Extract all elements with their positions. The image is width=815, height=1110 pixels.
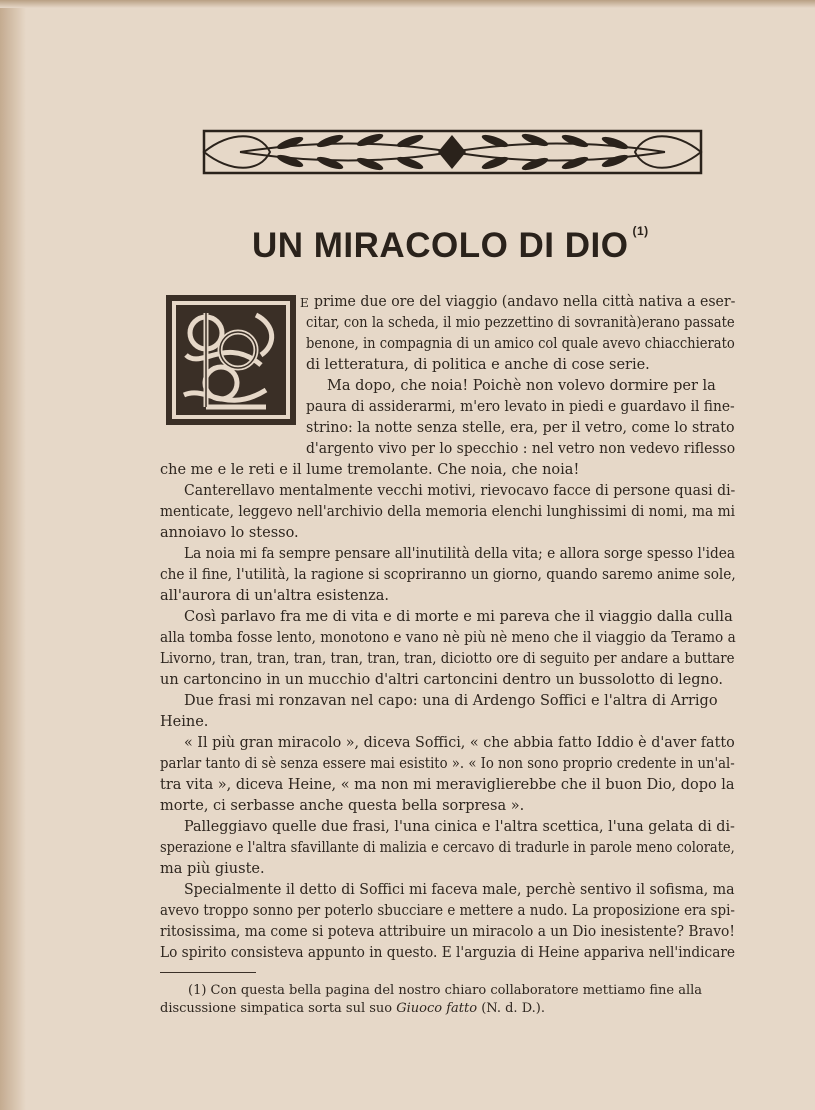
- celtic-knot-dropcap-icon: [166, 295, 296, 425]
- body-line-1: prime due ore del viaggio (andavo nella città nativa a eser-: [314, 294, 736, 310]
- page-edge-shadow: [0, 0, 26, 1110]
- body-line-22: « Il più gran miracolo », diceva Soffici, « che abbia fatto Iddio è d'aver fatto: [184, 735, 735, 751]
- body-line-19: un cartoncino in un mucchio d'altri cartoncini dentro un bussolotto di legno.: [160, 672, 723, 688]
- body-line-11: menticate, leggevo nell'archivio della memoria elenchi lunghissimi di nomi, ma mi: [160, 504, 736, 520]
- body-line-9: che me e le reti e il lume tremolante. Che noia, che noia!: [160, 462, 580, 478]
- body-line-31: ritosissima, ma come si poteva attribuire un miracolo a un Dio inesistente? Bravo!: [160, 924, 735, 940]
- body-line-7: strino: la notte senza stelle, era, per il vetro, come lo strato: [306, 420, 735, 436]
- body-line-21: Heine.: [160, 714, 209, 730]
- body-line-5: Ma dopo, che noia! Poichè non volevo dormire per la: [327, 378, 716, 394]
- laurel-ornament-icon: [200, 127, 705, 177]
- footnote-line-1: (1) Con questa bella pagina del nostro chiaro collaboratore mettiamo fine alla: [188, 983, 703, 998]
- body-line-32: Lo spirito consisteva appunto in questo. E l'arguzia di Heine appariva nell'indicare: [160, 945, 736, 961]
- body-line-16: Così parlavo fra me di vita e di morte e mi pareva che il viaggio dalla culla: [184, 609, 733, 625]
- body-line-3: benone, in compagnia di un amico col quale avevo chiacchierato: [306, 336, 735, 352]
- footnote-line-2: discussione simpatica sorta sul suo Giuoco fatto (N. d. D.).: [160, 1001, 545, 1016]
- body-line-15: all'aurora di un'altra esistenza.: [160, 588, 389, 604]
- page-top-edge: [0, 0, 815, 8]
- title-footnote-mark: (1): [632, 224, 649, 238]
- body-line-13: La noia mi fa sempre pensare all'inutilità della vita; e allora sorge spesso l'idea: [184, 546, 736, 562]
- body-line-17: alla tomba fosse lento, monotono e vano nè più nè meno che il viaggio da Teramo a: [160, 630, 736, 646]
- body-line-12: annoiavo lo stesso.: [160, 525, 299, 541]
- body-line-8: d'argento vivo per lo specchio : nel vetro non vedevo riflesso: [306, 441, 736, 457]
- body-line-30: avevo troppo sonno per poterlo sbucciare e mettere a nudo. La proposizione era spi-: [160, 903, 735, 919]
- body-line-2: citar, con la scheda, il mio pezzettino di sovranità)erano passate: [306, 315, 735, 331]
- body-line-27: sperazione e l'altra sfavillante di malizia e cercavo di tradurle in parole meno colorate,: [160, 840, 735, 856]
- body-line-26: Palleggiavo quelle due frasi, l'una cinica e l'altra scettica, l'una gelata di di-: [184, 819, 735, 835]
- body-line-14: che il fine, l'utilità, la ragione si scopriranno un giorno, quando saremo anime sole,: [160, 567, 736, 583]
- body-line-23: parlar tanto di sè senza essere mai esistito ». « Io non sono proprio credente in un'al-: [160, 756, 735, 772]
- body-line-28: ma più giuste.: [160, 861, 265, 877]
- body-line-4: di letteratura, di politica e anche di cose serie.: [306, 357, 650, 373]
- footnote-work-title: Giuoco fatto: [396, 1001, 478, 1016]
- footnote-rule: [160, 972, 256, 973]
- body-line-18: Livorno, tran, tran, tran, tran, tran, tran, diciotto ore di seguito per andare a buttare: [160, 651, 735, 667]
- body-line-10: Canterellavo mentalmente vecchi motivi, rievocavo facce di persone quasi di-: [184, 483, 736, 499]
- body-line-6: paura di assiderarmi, m'ero levato in piedi e guardavo il fine-: [306, 399, 735, 415]
- body-line-24: tra vita », diceva Heine, « ma non mi meraviglierebbe che il buon Dio, dopo la: [160, 777, 735, 793]
- body-line-25: morte, ci serbasse anche questa bella sorpresa ».: [160, 798, 525, 814]
- body-line-29: Specialmente il detto di Soffici mi faceva male, perchè sentivo il sofisma, ma: [184, 882, 735, 898]
- article-title: UN MIRACOLO DI DIO $^{(1)}$: [252, 224, 649, 265]
- body-line-20: Due frasi mi ronzavan nel capo: una di Ardengo Soffici e l'altra di Arrigo: [184, 693, 718, 709]
- dropcap-continuation: E: [300, 296, 310, 310]
